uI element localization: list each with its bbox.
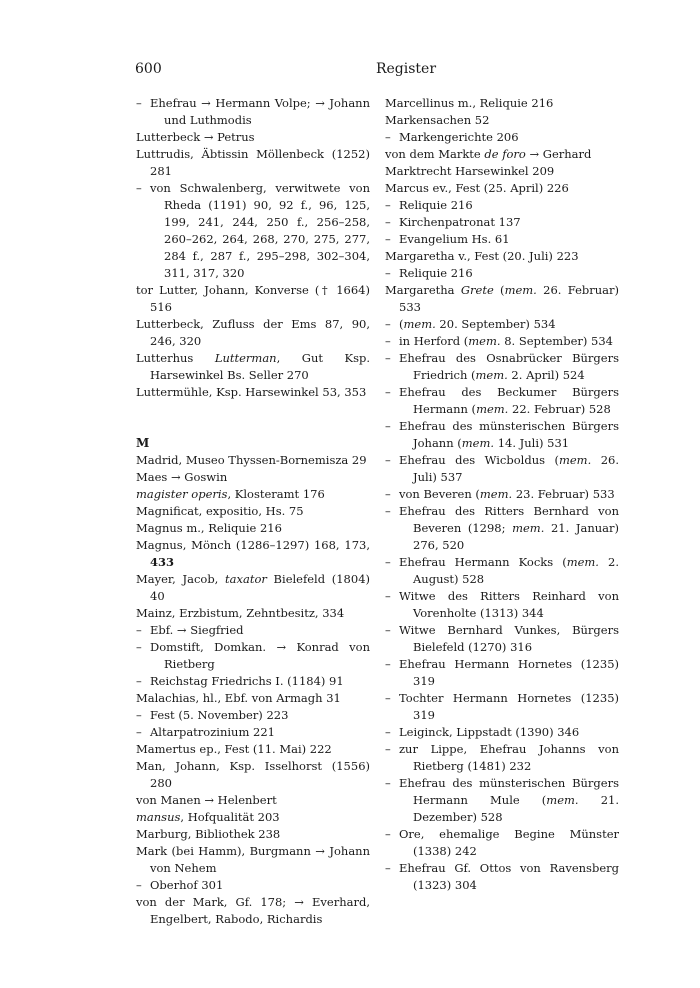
index-subentry: – Altarpatrozinium 221 bbox=[136, 725, 275, 739]
index-entry: Marburg, Bibliothek 238 bbox=[136, 827, 281, 841]
index-entry: Marcus ev., Fest (25. April) 226 bbox=[385, 181, 569, 195]
index-entry: von dem Markte de foro → Gerhard bbox=[385, 147, 592, 161]
index-subentry: – Leiginck, Lippstadt (1390) 346 bbox=[385, 725, 580, 739]
index-entry: Malachias, hl., Ebf. von Armagh 31 bbox=[136, 691, 341, 705]
index-entry: Marktrecht Harsewinkel 209 bbox=[385, 164, 555, 178]
index-subentry: – von Schwalenberg, verwitwete von Rheda (1191) 90, 92 f., 96, 125, 199, 241, 244, 250 f., 256–258, 260–262, 264, 268, 270, 275, 277, 284 f., 287 f., 295–298, 302–304, 311, 317, 320 bbox=[136, 181, 370, 280]
index-subentry: – Ehefrau → Hermann Volpe; → Johann und Luthmodis bbox=[136, 96, 370, 127]
index-entry: Marcellinus m., Reliquie 216 bbox=[385, 96, 554, 110]
index-entry: Markensachen 52 bbox=[385, 113, 490, 127]
index-subentry: – Reliquie 216 bbox=[385, 266, 473, 280]
index-entry: mansus, Hofqualität 203 bbox=[136, 810, 280, 824]
index-subentry: – Evangelium Hs. 61 bbox=[385, 232, 510, 246]
index-entry: tor Lutter, Johann, Konverse († 1664) 516 bbox=[136, 283, 370, 314]
index-subentry: – in Herford (mem. 8. September) 534 bbox=[385, 334, 613, 348]
index-entry: Mainz, Erzbistum, Zehntbesitz, 334 bbox=[136, 606, 345, 620]
section-gap bbox=[136, 401, 370, 435]
index-subentry: – Fest (5. November) 223 bbox=[136, 708, 289, 722]
index-entry: Magnificat, expositio, Hs. 75 bbox=[136, 504, 304, 518]
index-subentry: – von Beveren (mem. 23. Februar) 533 bbox=[385, 487, 615, 501]
index-entry: Margaretha Grete (mem. 26. Februar) 533 bbox=[385, 283, 619, 314]
index-subentry: – Domstift, Domkan. → Konrad von Rietberg bbox=[136, 640, 370, 671]
index-entry: Mamertus ep., Fest (11. Mai) 222 bbox=[136, 742, 332, 756]
page-number: 600 bbox=[135, 61, 162, 77]
index-entry: Lutterbeck → Petrus bbox=[136, 130, 255, 144]
index-entry: von der Mark, Gf. 178; → Everhard, Engelbert, Rabodo, Richardis bbox=[136, 895, 370, 926]
index-subentry: – Ehefrau Gf. Ottos von Ravensberg (1323) 304 bbox=[385, 861, 619, 892]
index-subentry: – Ehefrau Hermann Kocks (mem. 2. August) 528 bbox=[385, 555, 619, 586]
index-subentry: – Reichstag Friedrichs I. (1184) 91 bbox=[136, 674, 344, 688]
index-subentry: – zur Lippe, Ehefrau Johanns von Rietberg (1481) 232 bbox=[385, 742, 619, 773]
index-entry: Margaretha v., Fest (20. Juli) 223 bbox=[385, 249, 579, 263]
index-entry: Magnus m., Reliquie 216 bbox=[136, 521, 282, 535]
index-entry: Magnus, Mönch (1286–1297) 168, 173, 433 bbox=[136, 538, 370, 569]
index-subentry: – Reliquie 216 bbox=[385, 198, 473, 212]
index-subentry: – Markengerichte 206 bbox=[385, 130, 519, 144]
index-entry: Lutterhus Lutterman, Gut Ksp. Harsewinkel Bs. Seller 270 bbox=[136, 351, 370, 382]
index-subentry: – Ehefrau des münsterischen Bürgers Hermann Mule (mem. 21. Dezember) 528 bbox=[385, 776, 619, 824]
index-subentry: – Tochter Hermann Hornetes (1235) 319 bbox=[385, 691, 619, 722]
index-subentry: – Ehefrau des Beckumer Bürgers Hermann (mem. 22. Februar) 528 bbox=[385, 385, 619, 416]
index-entry: Man, Johann, Ksp. Isselhorst (1556) 280 bbox=[136, 759, 370, 790]
index-entry: Luttermühle, Ksp. Harsewinkel 53, 353 bbox=[136, 385, 367, 399]
index-subentry: – Ebf. → Siegfried bbox=[136, 623, 244, 637]
index-entry: magister operis, Klosteramt 176 bbox=[136, 487, 325, 501]
index-subentry: – Ehefrau des Wicboldus (mem. 26. Juli) 537 bbox=[385, 453, 619, 484]
index-subentry: – Witwe Bernhard Vunkes, Bürgers Bielefeld (1270) 316 bbox=[385, 623, 619, 654]
index-subentry: – (mem. 20. September) 534 bbox=[385, 317, 556, 331]
index-entry: Maes → Goswin bbox=[136, 470, 228, 484]
index-subentry: – Oberhof 301 bbox=[136, 878, 224, 892]
index-entry: Lutterbeck, Zufluss der Ems 87, 90, 246, 320 bbox=[136, 317, 370, 348]
running-head: Register bbox=[375, 61, 437, 77]
index-entry: Luttrudis, Äbtissin Möllenbeck (1252) 281 bbox=[136, 147, 370, 178]
index-subentry: – Ehefrau des Osnabrücker Bürgers Friedrich (mem. 2. April) 524 bbox=[385, 351, 619, 382]
index-entry: Mark (bei Hamm), Burgmann → Johann von Nehem bbox=[136, 844, 370, 875]
index-subentry: – Ehefrau des Ritters Bernhard von Beveren (1298; mem. 21. Januar) 276, 520 bbox=[385, 504, 619, 552]
index-entry: Mayer, Jacob, taxator Bielefeld (1804) 40 bbox=[136, 572, 370, 603]
index-subentry: – Ehefrau des münsterischen Bürgers Johann (mem. 14. Juli) 531 bbox=[385, 419, 619, 450]
index-column-right bbox=[385, 95, 619, 894]
section-letter: M bbox=[136, 436, 150, 450]
index-column-left bbox=[136, 95, 370, 928]
index-subentry: – Ore, ehemalige Begine Münster (1338) 242 bbox=[385, 827, 619, 858]
index-subentry: – Witwe des Ritters Reinhard von Vorenholte (1313) 344 bbox=[385, 589, 619, 620]
index-subentry: – Ehefrau Hermann Hornetes (1235) 319 bbox=[385, 657, 619, 688]
index-entry: von Manen → Helenbert bbox=[136, 793, 277, 807]
index-entry: Madrid, Museo Thyssen-Bornemisza 29 bbox=[136, 453, 367, 467]
index-subentry: – Kirchenpatronat 137 bbox=[385, 215, 521, 229]
